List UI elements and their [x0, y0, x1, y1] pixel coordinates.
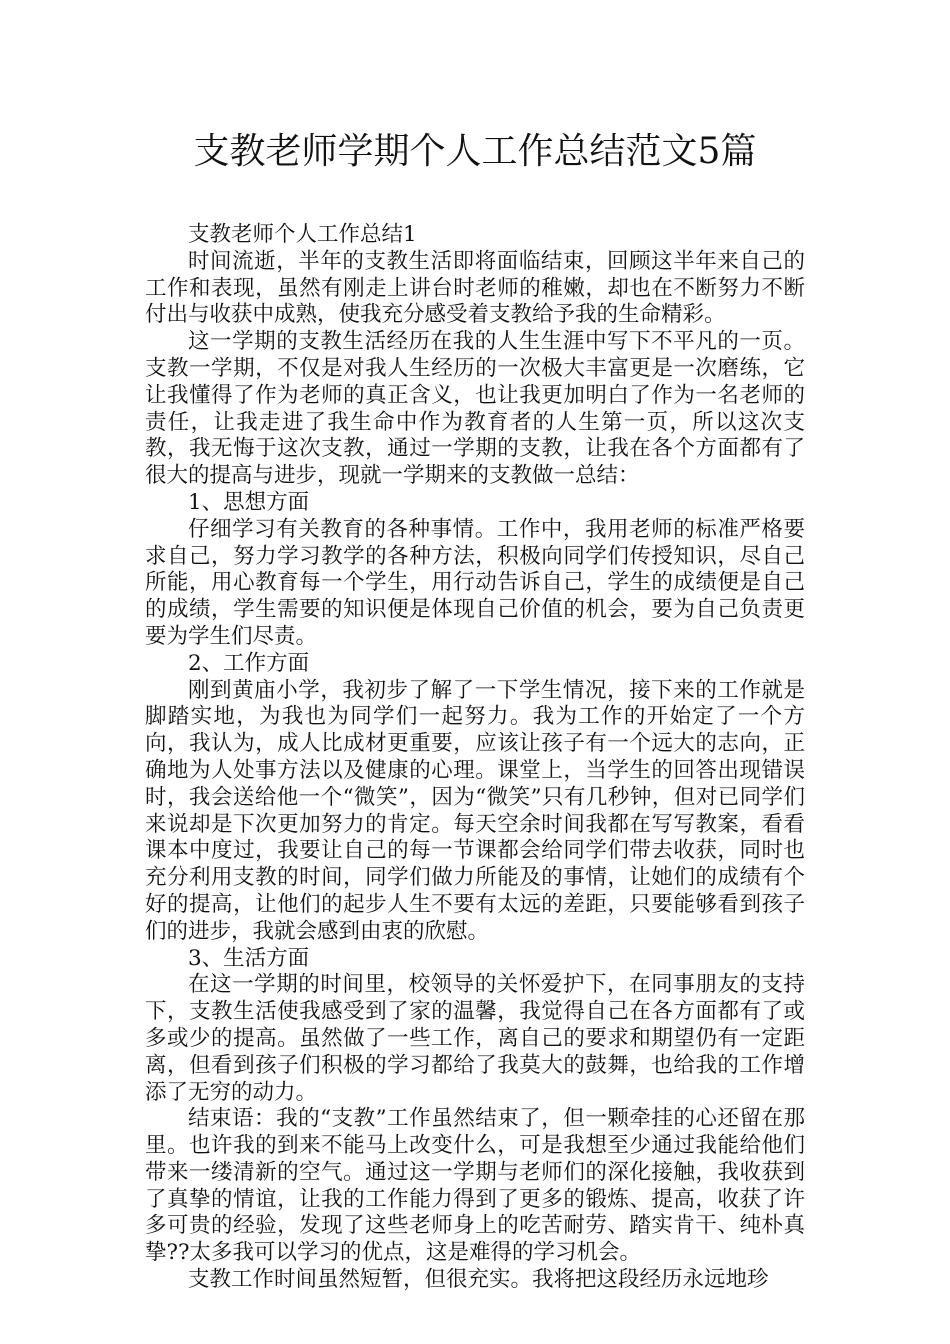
paragraph: 仔细学习有关教育的各种事情。工作中，我用老师的标准严格要求自己，努力学习教学的各种方法，积极向同学们传授知识，尽自己所能，用心教育每一个学生，用行动告诉自己，学生的成绩便是自己的成绩，学生需要的知识便是体现自己价值的机会，要为自己负责更要为学生们尽责。 [145, 516, 805, 649]
paragraph: 在这一学期的时间里，校领导的关怀爱护下，在同事朋友的支持下，支教生活使我感受到了家的温馨，我觉得自己在各方面都有了或多或少的提高。虽然做了一些工作，离自己的要求和期望仍有一定距离，但看到孩子们积极的学习都给了我莫大的鼓舞，也给我的工作增添了无穷的动力。 [145, 972, 805, 1105]
paragraph: 刚到黄庙小学，我初步了解了一下学生情况，接下来的工作就是脚踏实地，为我也为同学们一起努力。我为工作的开始定了一个方向，我认为，成人比成材更重要，应该让孩子有一个远大的志向，正确地为人处事方法以及健康的心理。课堂上，当学生的回答出现错误时，我会送给他一个“微笑”，因为“微笑”只有几秒钟，但对已同学们来说却是下次更加努力的肯定。每天空余时间我都在写写教案，看看课本中度过，我要让自己的每一节课都会给同学们带去收获，同时也充分利用支教的时间，同学们做力所能及的事情，让她们的成绩有个好的提高，让他们的起步人生不要有太远的差距，只要能够看到孩子们的进步，我就会感到由衷的欣慰。 [145, 677, 805, 944]
document-body [145, 222, 805, 1294]
section-heading: 支教老师个人工作总结1 [188, 222, 417, 247]
paragraph: 时间流逝，半年的支教生活即将面临结束，回顾这半年来自己的工作和表现，虽然有刚走上讲台时老师的稚嫩，却也在不断努力不断付出与收获中成熟，使我充分感受着支教给予我的生命精彩。 [145, 248, 805, 328]
section-heading: 3、生活方面 [188, 945, 310, 971]
paragraph: 这一学期的支教生活经历在我的人生生涯中写下不平凡的一页。支教一学期，不仅是对我人生经历的一次极大丰富更是一次磨练，它让我懂得了作为老师的真正含义，也让我更加明白了作为一名老师的责任，让我走进了我生命中作为教育者的人生第一页，所以这次支教，我无悔于这次支教，通过一学期的支教，让我在各个方面都有了很大的提高与进步，现就一学期来的支教做一总结： [145, 329, 805, 489]
section-heading: 2、工作方面 [188, 650, 310, 676]
paragraph: 结束语：我的“支教”工作虽然结束了，但一颗牵挂的心还留在那里。也许我的到来不能马上改变什么，可是我想至少通过我能给他们带来一缕清新的空气。通过这一学期与老师们的深化接触，我收获到了真挚的情谊，让我的工作能力得到了更多的锻炼、提高，收获了许多可贵的经验，发现了这些老师身上的吃苦耐劳、踏实肯干、纯朴真挚??太多我可以学习的优点，这是难得的学习机会。 [145, 1106, 805, 1266]
section-heading: 1、思想方面 [188, 489, 310, 515]
document-title: 支教老师学期个人工作总结范文5篇 [193, 131, 757, 172]
paragraph: 支教工作时间虽然短暂，但很充实。我将把这段经历永远地珍 [188, 1267, 769, 1293]
